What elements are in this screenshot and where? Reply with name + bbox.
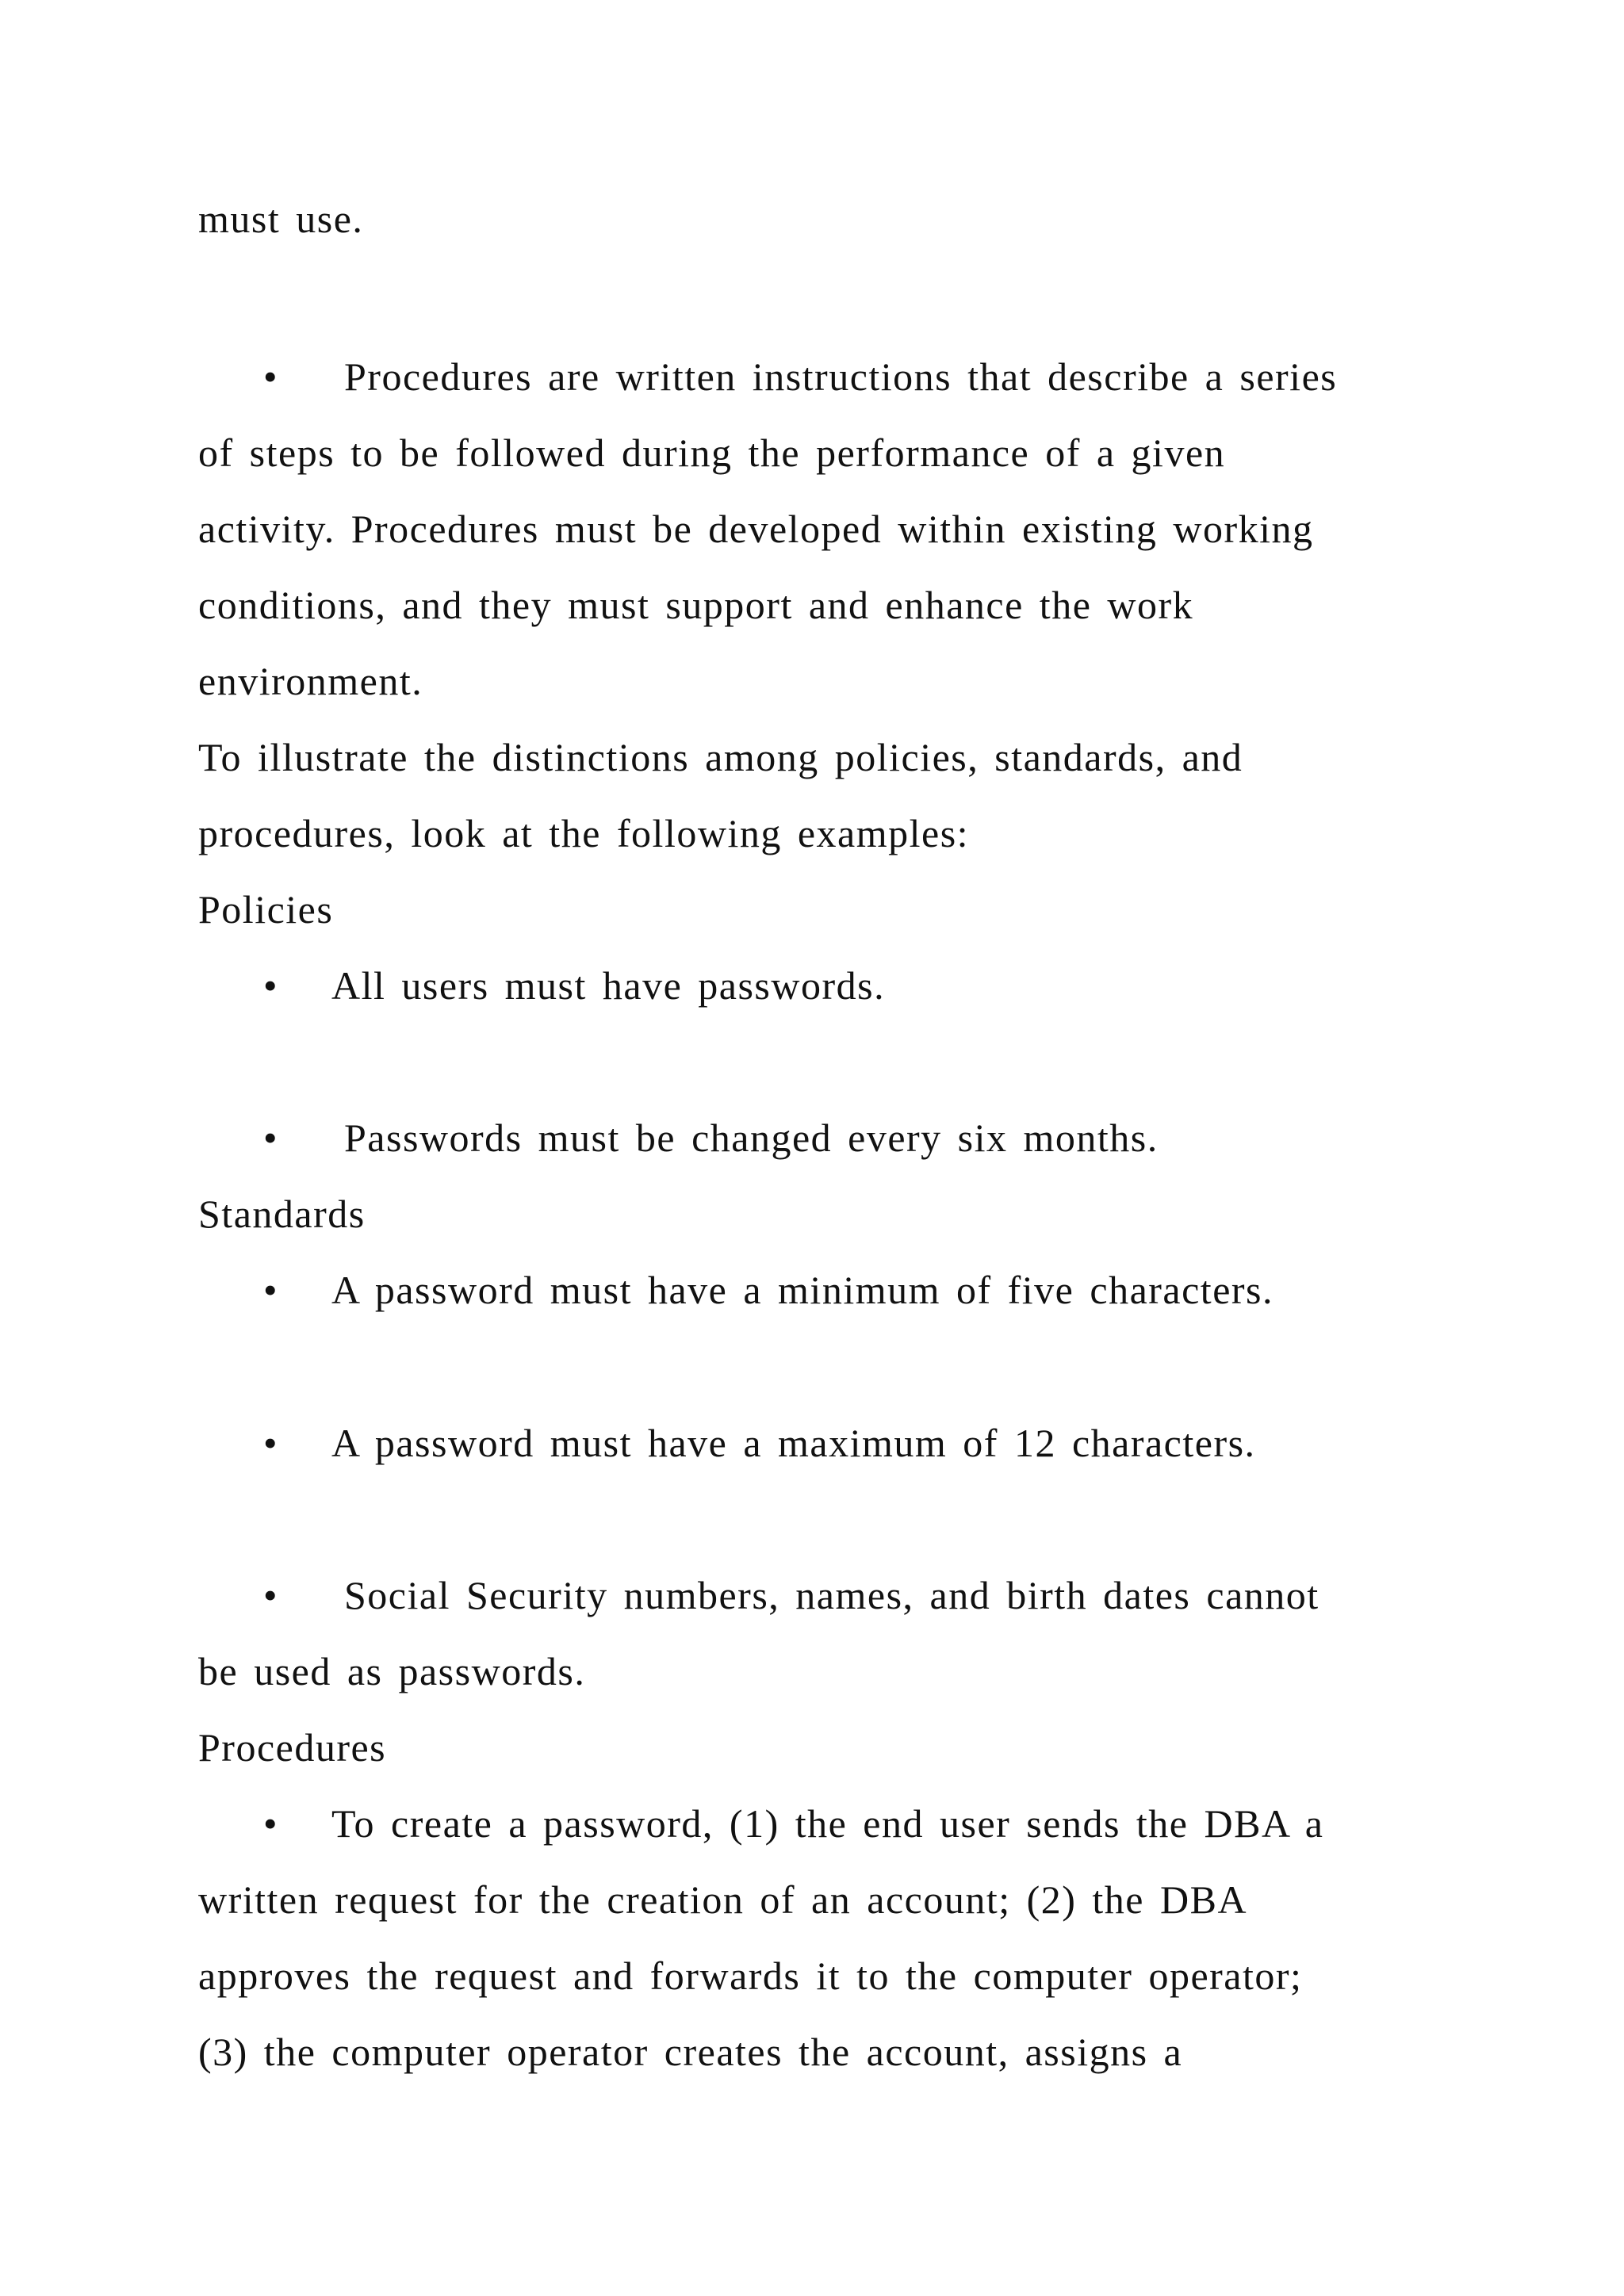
continuation-text: must use. <box>198 197 364 241</box>
bullet-icon: • <box>263 1268 278 1312</box>
procedures-definition-line-3: activity. Procedures must be developed within existing working <box>198 507 1314 551</box>
procedures-definition-line-5: environment. <box>198 659 423 703</box>
bullet-icon: • <box>263 963 278 1008</box>
bullet-icon: • <box>263 1801 278 1846</box>
intro-line-1: To illustrate the distinctions among policies, standards, and <box>198 735 1243 779</box>
procedures-heading: Procedures <box>198 1725 387 1770</box>
bullet-icon: • <box>263 354 278 399</box>
procedures-definition-line-4: conditions, and they must support and enhance the work <box>198 583 1194 627</box>
policy-item-1: All users must have passwords. <box>331 963 886 1008</box>
policies-heading: Policies <box>198 887 334 932</box>
bullet-icon: • <box>263 1115 278 1160</box>
standard-item-3-line-1: Social Security numbers, names, and birth dates cannot <box>344 1573 1320 1617</box>
bullet-icon: • <box>263 1421 278 1465</box>
procedure-item-1-line-4: (3) the computer operator creates the account, assigns a <box>198 2030 1183 2074</box>
procedure-item-1-line-1: To create a password, (1) the end user sends the DBA a <box>331 1801 1324 1846</box>
standards-heading: Standards <box>198 1192 366 1236</box>
procedure-item-1-line-3: approves the request and forwards it to the computer operator; <box>198 1954 1303 1998</box>
standard-item-2: A password must have a maximum of 12 characters. <box>331 1421 1256 1465</box>
procedures-definition-line-1: Procedures are written instructions that describe a series <box>344 354 1338 399</box>
bullet-icon: • <box>263 1573 278 1617</box>
standard-item-1: A password must have a minimum of five characters. <box>331 1268 1274 1312</box>
policy-item-2: Passwords must be changed every six months. <box>344 1115 1159 1160</box>
standard-item-3-line-2: be used as passwords. <box>198 1649 586 1693</box>
procedure-item-1-line-2: written request for the creation of an account; (2) the DBA <box>198 1877 1248 1922</box>
intro-line-2: procedures, look at the following examples: <box>198 811 970 855</box>
procedures-definition-line-2: of steps to be followed during the performance of a given <box>198 430 1226 475</box>
